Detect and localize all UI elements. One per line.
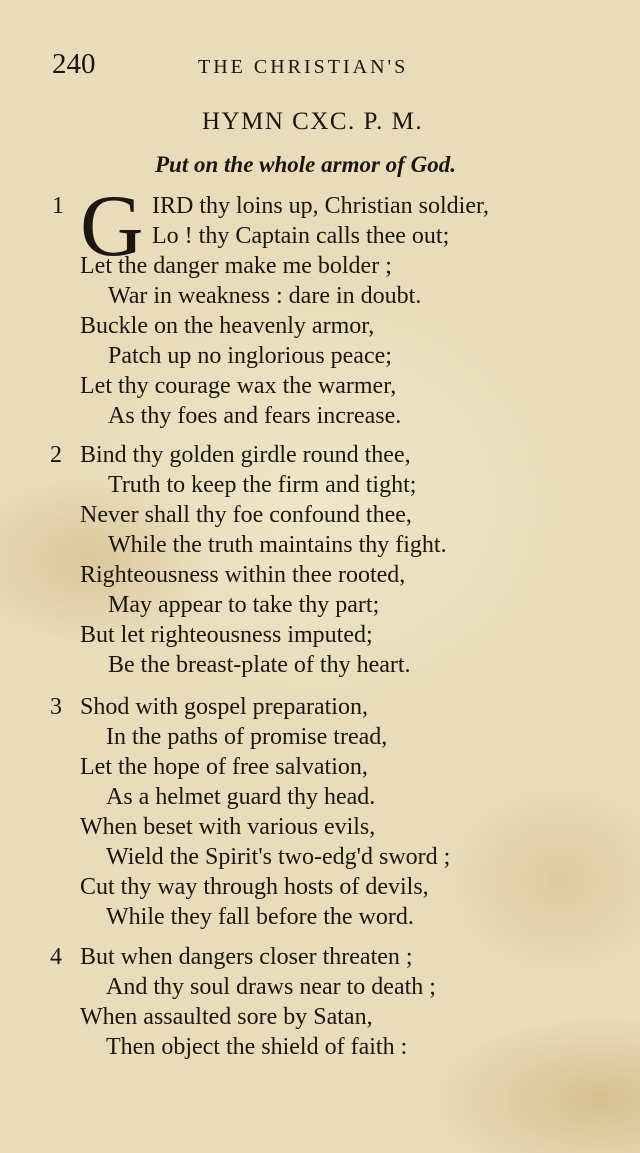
verse-line: War in weakness : dare in doubt.: [108, 283, 422, 309]
verse-line: Let the hope of free salvation,: [80, 754, 368, 780]
verse-number: 2: [50, 442, 62, 468]
verse-line: Buckle on the heavenly armor,: [80, 313, 375, 339]
verse-line: Lo ! thy Captain calls thee out;: [152, 223, 450, 249]
verse-line: While the truth maintains thy fight.: [108, 532, 447, 558]
verse-line: But when dangers closer threaten ;: [80, 944, 413, 970]
verse-number: 4: [50, 944, 62, 970]
verse-line: Be the breast-plate of thy heart.: [108, 652, 411, 678]
running-title: THE CHRISTIAN'S: [198, 56, 409, 78]
verse-number: 1: [52, 193, 64, 219]
verse-line: Bind thy golden girdle round thee,: [80, 442, 411, 468]
page-number: 240: [52, 48, 96, 80]
hymn-title: HYMN CXC. P. M.: [202, 108, 424, 135]
verse-line: Then object the shield of faith :: [106, 1034, 408, 1060]
verse-line: IRD thy loins up, Christian soldier,: [152, 193, 490, 219]
verse-line: Wield the Spirit's two-edg'd sword ;: [106, 844, 451, 870]
verse-line: Let the danger make me bolder ;: [80, 253, 392, 279]
verse-line: But let righteousness imputed;: [80, 622, 373, 648]
verse-line: And thy soul draws near to death ;: [106, 974, 436, 1000]
verse-line: In the paths of promise tread,: [106, 724, 388, 750]
verse-line: Cut thy way through hosts of devils,: [80, 874, 429, 900]
verse-line: May appear to take thy part;: [108, 592, 380, 618]
drop-cap: G: [80, 178, 144, 275]
verse-number: 3: [50, 694, 62, 720]
verse-line: Never shall thy foe confound thee,: [80, 502, 412, 528]
verse-line: Truth to keep the firm and tight;: [108, 472, 417, 498]
verse-line: Let thy courage wax the warmer,: [80, 373, 397, 399]
verse-line: While they fall before the word.: [106, 904, 414, 930]
hymn-subtitle: Put on the whole armor of God.: [155, 152, 456, 177]
verse-line: Patch up no inglorious peace;: [108, 343, 392, 369]
verse-line: When beset with various evils,: [80, 814, 376, 840]
verse-line: As thy foes and fears increase.: [108, 403, 402, 429]
verse-line: Shod with gospel preparation,: [80, 694, 368, 720]
verse-line: As a helmet guard thy head.: [106, 784, 376, 810]
verse-line: When assaulted sore by Satan,: [80, 1004, 373, 1030]
verse-line: Righteousness within thee rooted,: [80, 562, 406, 588]
